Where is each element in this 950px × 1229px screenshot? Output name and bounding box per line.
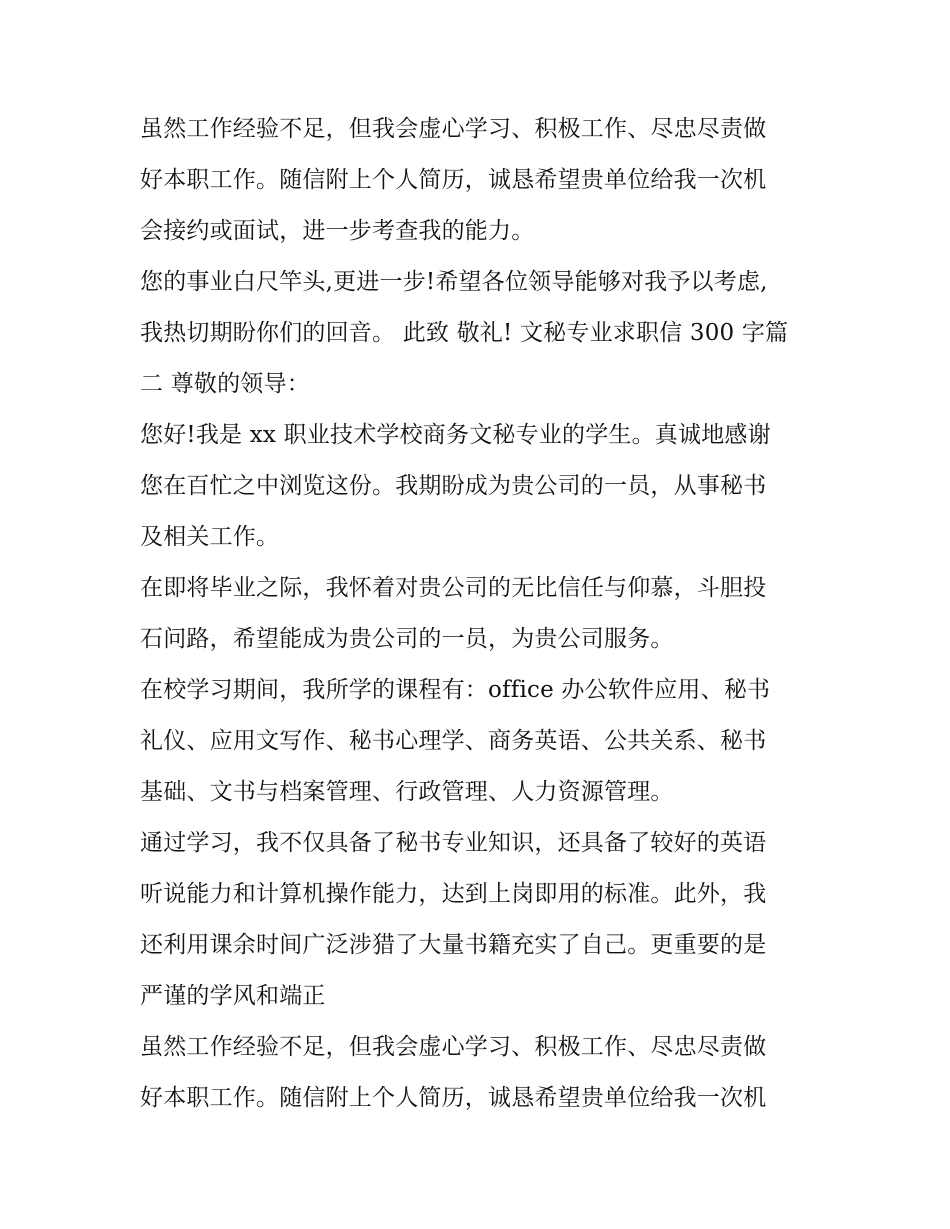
text-line: 还利用课余时间广泛涉猎了大量书籍充实了自己。更重要的是 [140, 932, 767, 958]
text-line: 严谨的学风和端正 [140, 983, 326, 1009]
text-line: 我热切期盼你们的回音。 此致 敬礼! 文秘专业求职信 300 字篇 [140, 320, 789, 346]
text-line: 在即将毕业之际，我怀着对贵公司的无比信任与仰慕，斗胆投 [140, 575, 767, 601]
text-line: 好本职工作。随信附上个人简历，诚恳希望贵单位给我一次机 [140, 1085, 767, 1111]
text-line: 您好!我是 xx 职业技术学校商务文秘专业的学生。真诚地感谢 [140, 422, 771, 448]
text-line: 虽然工作经验不足，但我会虚心学习、积极工作、尽忠尽责做 [140, 116, 767, 142]
text-line: 听说能力和计算机操作能力，达到上岗即用的标准。此外，我 [140, 881, 767, 907]
text-line: 会接约或面试，进一步考查我的能力。 [140, 218, 535, 244]
text-line: 礼仪、应用文写作、秘书心理学、商务英语、公共关系、秘书 [140, 728, 767, 754]
text-line: 您的事业白尺竿头,更进一步!希望各位领导能够对我予以考虑, [140, 269, 768, 295]
text-line: 石问路，希望能成为贵公司的一员，为贵公司服务。 [140, 626, 674, 652]
text-line: 在校学习期间，我所学的课程有：office 办公软件应用、秘书 [140, 677, 771, 703]
text-line: 基础、文书与档案管理、行政管理、人力资源管理。 [140, 779, 674, 805]
text-line: 虽然工作经验不足，但我会虚心学习、积极工作、尽忠尽责做 [140, 1034, 767, 1060]
text-line: 二 尊敬的领导： [140, 371, 310, 397]
text-line: 您在百忙之中浏览这份。我期盼成为贵公司的一员，从事秘书 [140, 473, 767, 499]
text-line: 通过学习，我不仅具备了秘书专业知识，还具备了较好的英语 [140, 830, 767, 856]
text-line: 好本职工作。随信附上个人简历，诚恳希望贵单位给我一次机 [140, 167, 767, 193]
text-line: 及相关工作。 [140, 524, 280, 550]
document-body [140, 104, 820, 1124]
